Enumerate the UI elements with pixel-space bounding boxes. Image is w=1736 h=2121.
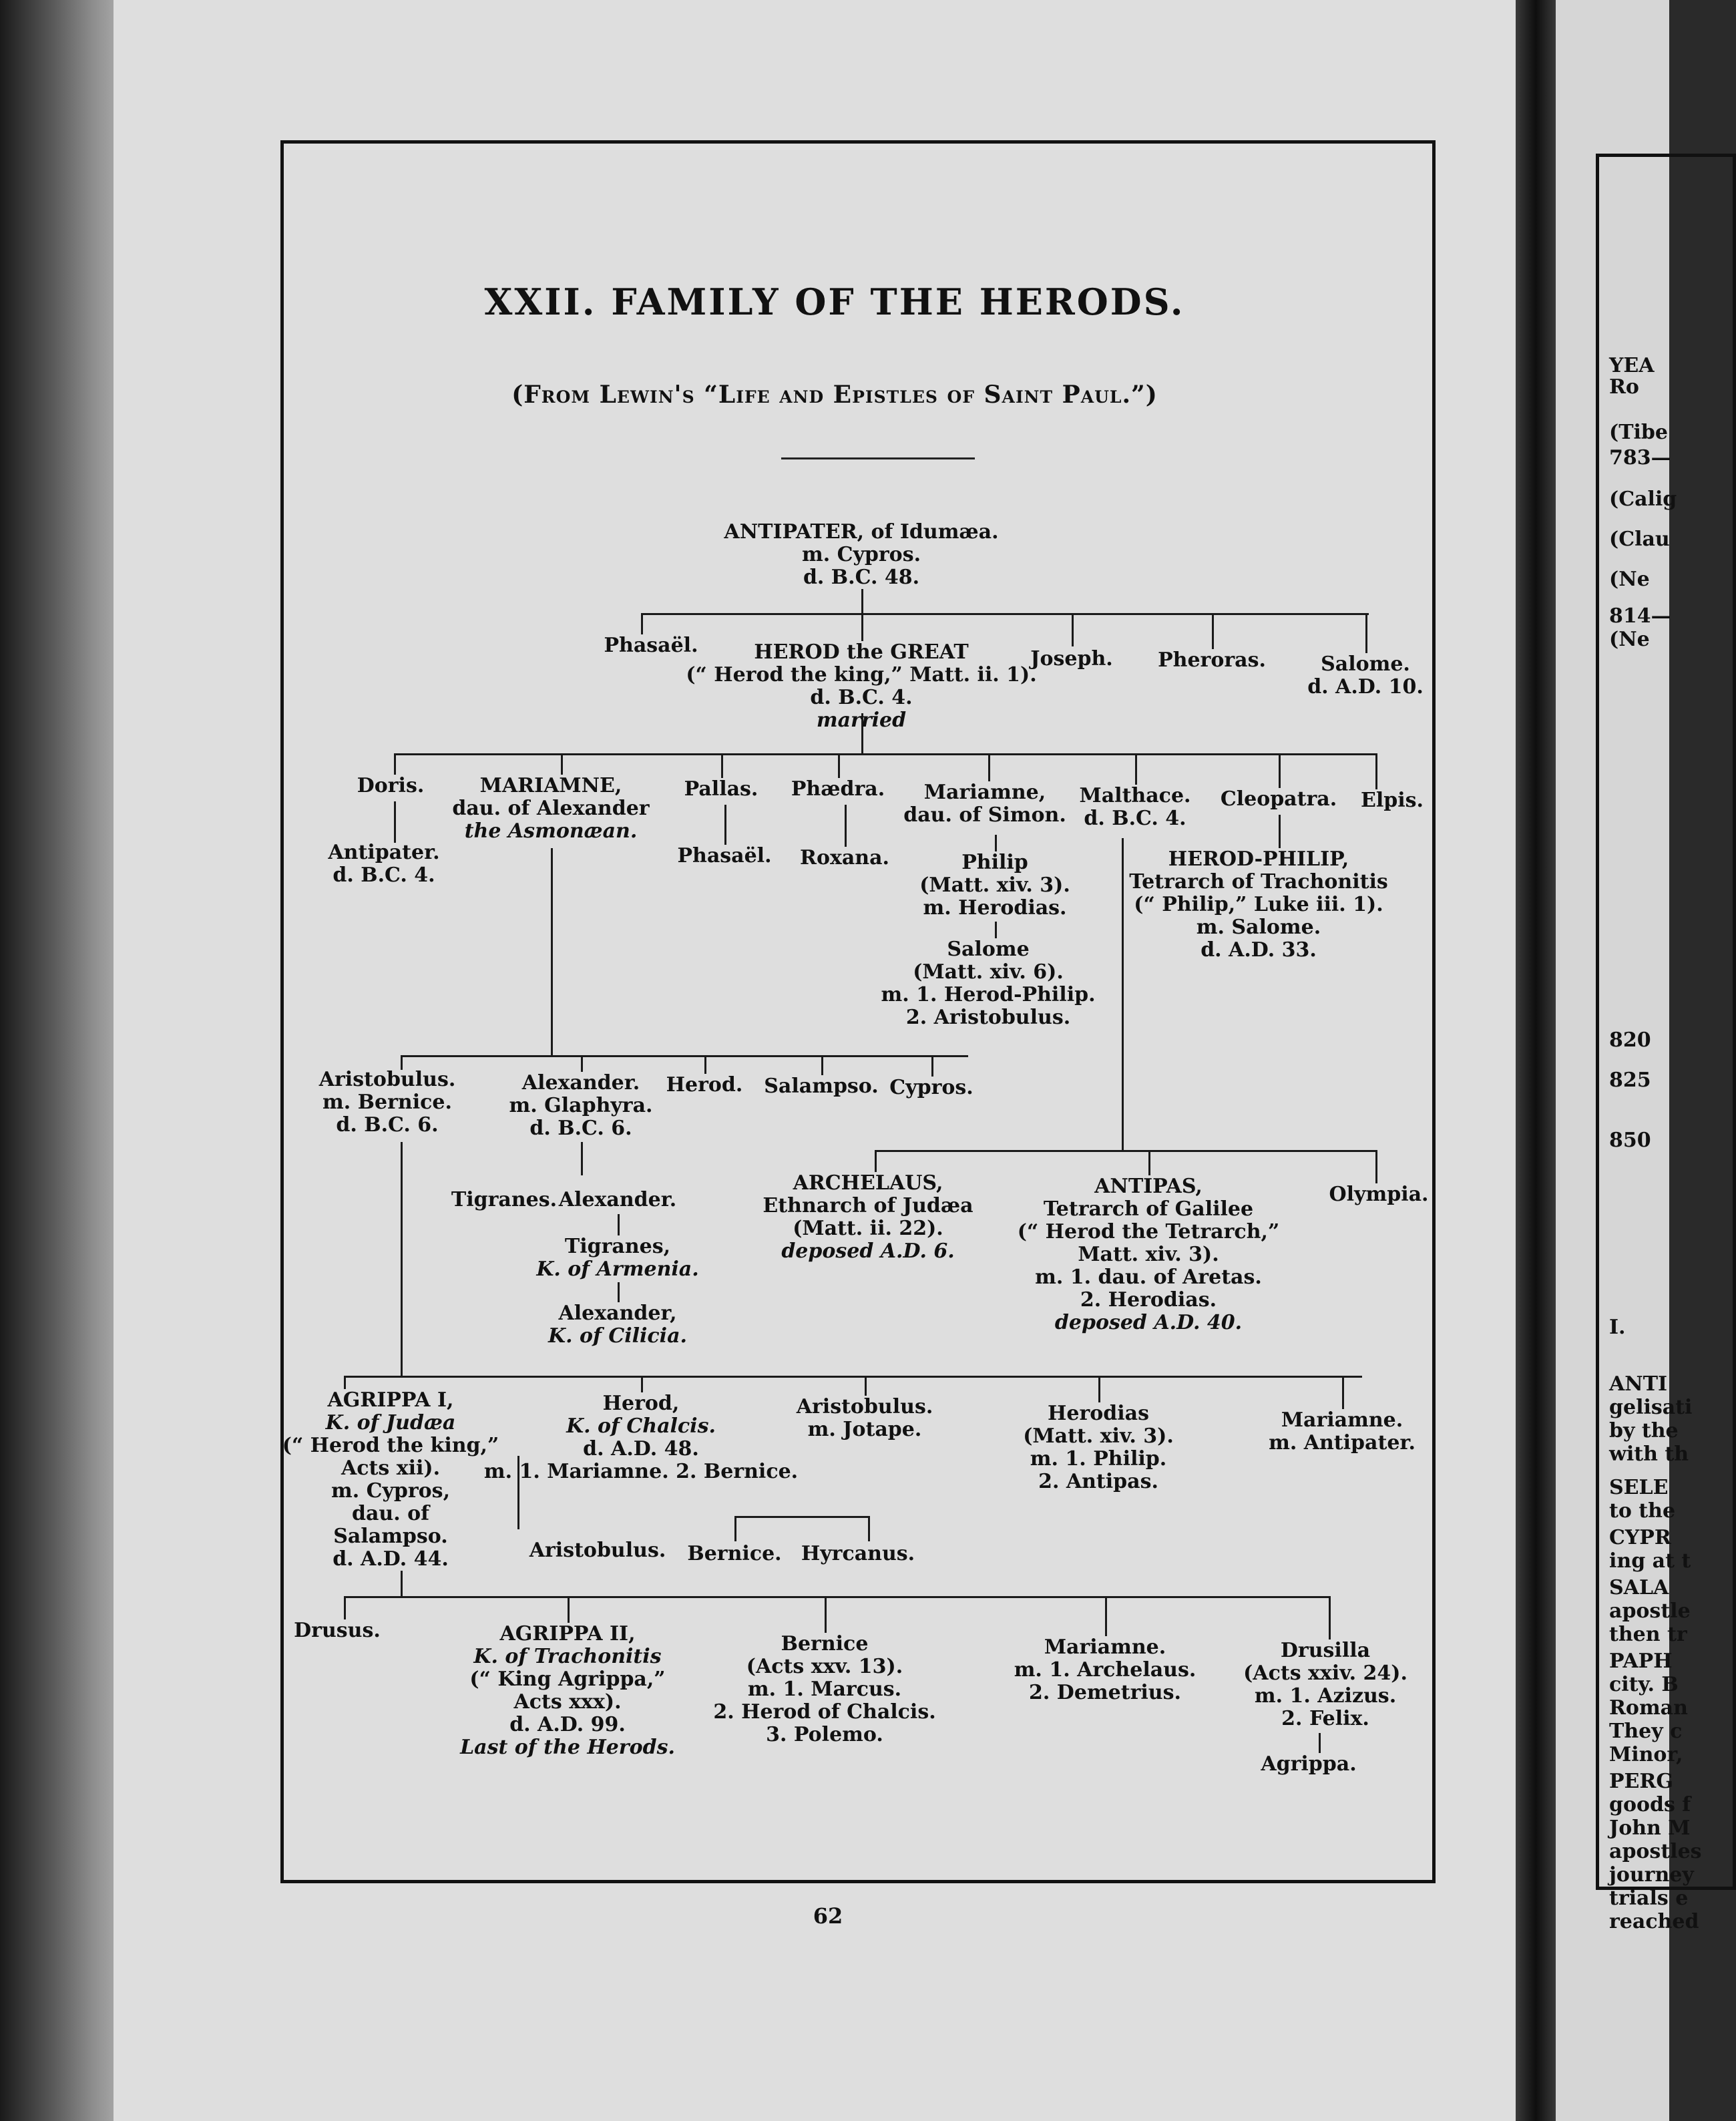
person-text-line: d. B.C. 6. bbox=[529, 1117, 632, 1140]
facing-page-text: Roman bbox=[1609, 1696, 1688, 1720]
person-text-line: Aristobulus. bbox=[529, 1539, 666, 1562]
tree-line-horizontal bbox=[394, 753, 1375, 755]
facing-page-text: gelisati bbox=[1609, 1396, 1693, 1419]
tree-line-vertical bbox=[868, 1516, 870, 1541]
person-tigranes2 bbox=[536, 1235, 698, 1281]
person-text-line: Alexander. bbox=[521, 1071, 640, 1095]
person-phaedra bbox=[791, 778, 885, 801]
person-text-line: K. of Judæa bbox=[325, 1411, 456, 1434]
tree-line-vertical bbox=[721, 753, 723, 778]
tree-line-horizontal bbox=[641, 613, 1369, 615]
person-text-line: Tigranes, bbox=[564, 1235, 671, 1258]
person-text-line: m. Cypros, bbox=[331, 1479, 451, 1503]
person-text-line: (Matt. xiv. 3). bbox=[1023, 1424, 1174, 1448]
tree-line-vertical bbox=[618, 1214, 620, 1235]
facing-page-text: trials e bbox=[1609, 1887, 1689, 1910]
person-text-line: (Matt. ii. 22). bbox=[793, 1217, 943, 1240]
person-text-line: m. 1. dau. of Aretas. bbox=[1035, 1266, 1262, 1289]
person-salome1 bbox=[1307, 653, 1424, 699]
person-text-line: married bbox=[816, 709, 907, 732]
facing-page-text: YEA bbox=[1609, 354, 1655, 377]
tree-line-vertical bbox=[401, 1142, 403, 1376]
tree-line-vertical bbox=[931, 1055, 933, 1077]
person-text-line: Aristobulus. bbox=[796, 1395, 933, 1418]
person-text-line: Drusus. bbox=[294, 1619, 381, 1642]
title-rule bbox=[781, 457, 975, 459]
person-text-line: HEROD-PHILIP, bbox=[1168, 847, 1349, 871]
person-phasael2 bbox=[677, 845, 771, 867]
person-text-line: Cypros. bbox=[889, 1076, 973, 1099]
tree-line-vertical bbox=[825, 1596, 827, 1633]
person-text-line: K. of Armenia. bbox=[536, 1258, 699, 1281]
tree-line-horizontal bbox=[734, 1516, 868, 1518]
facing-page-text: (Ne bbox=[1609, 628, 1650, 651]
person-text-line: Hyrcanus. bbox=[801, 1542, 915, 1565]
person-text-line: (“ Herod the king,” bbox=[282, 1434, 499, 1457]
facing-page-text: apostle bbox=[1609, 1599, 1691, 1623]
person-text-line: Herod. bbox=[666, 1073, 743, 1097]
person-text-line: m. 1. Mariamne. 2. Bernice. bbox=[483, 1460, 799, 1483]
person-text-line: (Acts xxv. 13). bbox=[746, 1655, 903, 1678]
facing-page-text: They c bbox=[1609, 1720, 1683, 1743]
tree-line-vertical bbox=[734, 1516, 736, 1541]
tree-line-vertical bbox=[1105, 1596, 1107, 1636]
person-text-line: m. Cypros. bbox=[801, 543, 921, 566]
tree-line-vertical bbox=[1135, 753, 1137, 785]
person-text-line: Salampso. bbox=[764, 1075, 879, 1098]
person-text-line: d. B.C. 4. bbox=[810, 686, 913, 709]
person-text-line: (“ Philip,” Luke iii. 1). bbox=[1134, 893, 1383, 916]
person-text-line: d. A.D. 10. bbox=[1307, 675, 1424, 699]
person-joseph bbox=[1030, 648, 1112, 670]
person-bernice1 bbox=[687, 1543, 781, 1565]
tree-line-vertical bbox=[641, 1376, 643, 1392]
facing-page-text: SELE bbox=[1609, 1476, 1669, 1499]
tree-line-vertical bbox=[1329, 1596, 1331, 1640]
person-text-line: m. Herodias. bbox=[923, 896, 1067, 920]
person-agrippa2 bbox=[460, 1623, 675, 1759]
tree-line-vertical bbox=[995, 922, 997, 938]
tree-line-vertical bbox=[724, 805, 726, 845]
facing-page-text: I. bbox=[1609, 1316, 1626, 1339]
facing-page-text: city. B bbox=[1609, 1673, 1679, 1696]
tree-line-vertical bbox=[561, 753, 563, 775]
person-text-line: Pheroras. bbox=[1158, 648, 1266, 672]
person-text-line: Last of the Herods. bbox=[460, 1736, 675, 1759]
tree-line-vertical bbox=[1072, 613, 1074, 646]
person-text-line: m. 1. Marcus. bbox=[747, 1678, 902, 1701]
person-text-line: K. of Cilicia. bbox=[548, 1324, 687, 1348]
person-malthace bbox=[1080, 785, 1191, 830]
facing-page-text: (Clau bbox=[1609, 528, 1670, 551]
tree-line-vertical bbox=[394, 753, 396, 775]
person-text-line: Pallas. bbox=[684, 777, 758, 801]
person-text-line: Salome bbox=[947, 938, 1030, 961]
tree-line-vertical bbox=[988, 753, 990, 781]
person-text-line: dau. of Alexander bbox=[452, 797, 650, 820]
page-number: 62 bbox=[813, 1903, 843, 1929]
person-text-line: d. B.C. 4. bbox=[333, 863, 435, 887]
person-text-line: (Acts xxiv. 24). bbox=[1243, 1662, 1407, 1685]
person-text-line: Matt. xiv. 3). bbox=[1078, 1243, 1219, 1266]
tree-line-vertical bbox=[704, 1055, 706, 1074]
person-text-line: dau. of Simon. bbox=[903, 803, 1066, 827]
person-text-line: 2. Herodias. bbox=[1080, 1288, 1217, 1312]
person-text-line: K. of Chalcis. bbox=[566, 1414, 716, 1438]
person-herod-child bbox=[666, 1074, 743, 1097]
facing-page-text: (Tibe bbox=[1609, 421, 1668, 444]
person-text-line: Malthace. bbox=[1079, 784, 1191, 807]
person-text-line: AGRIPPA II, bbox=[499, 1622, 636, 1646]
person-text-line: Elpis. bbox=[1361, 789, 1424, 812]
facing-page-text: 814— bbox=[1609, 604, 1671, 628]
person-mariamne1 bbox=[452, 775, 649, 843]
person-text-line: Herodias bbox=[1048, 1402, 1149, 1425]
person-cleopatra bbox=[1221, 788, 1337, 811]
person-text-line: AGRIPPA I, bbox=[327, 1388, 454, 1412]
tree-line-vertical bbox=[875, 1150, 877, 1172]
person-text-line: Herod, bbox=[602, 1392, 680, 1415]
person-text-line: Alexander. bbox=[558, 1188, 677, 1211]
person-text-line: d. B.C. 4. bbox=[1084, 807, 1186, 830]
facing-page-text: 820 bbox=[1609, 1028, 1651, 1052]
person-alexander1 bbox=[509, 1072, 653, 1140]
person-text-line: Drusilla bbox=[1280, 1639, 1371, 1662]
facing-page-text: (Ne bbox=[1609, 568, 1650, 591]
person-text-line: deposed A.D. 40. bbox=[1054, 1311, 1243, 1334]
tree-line-vertical bbox=[401, 1571, 403, 1596]
person-agrippa3 bbox=[1261, 1753, 1356, 1776]
person-salampso bbox=[764, 1075, 878, 1098]
person-text-line: 2. Antipas. bbox=[1038, 1470, 1158, 1493]
person-text-line: K. of Trachonitis bbox=[473, 1645, 662, 1668]
person-text-line: Tetrarch of Trachonitis bbox=[1129, 870, 1388, 894]
person-text-line: 3. Polemo. bbox=[766, 1723, 883, 1746]
person-drusilla bbox=[1243, 1640, 1407, 1730]
person-text-line: Joseph. bbox=[1030, 647, 1113, 670]
facing-page-text: Ro bbox=[1609, 375, 1639, 399]
person-text-line: d. A.D. 48. bbox=[583, 1437, 699, 1461]
person-text-line: Roxana. bbox=[800, 846, 889, 870]
tree-line-vertical bbox=[838, 753, 840, 778]
person-text-line: Mariamne. bbox=[1044, 1635, 1166, 1659]
facing-page-text: journey bbox=[1609, 1863, 1694, 1887]
tree-line-horizontal bbox=[401, 1055, 968, 1057]
person-text-line: m. 1. Archelaus. bbox=[1014, 1658, 1197, 1682]
person-text-line: Olympia. bbox=[1329, 1183, 1429, 1206]
tree-line-horizontal bbox=[344, 1596, 1329, 1598]
tree-line-vertical bbox=[394, 801, 396, 843]
person-doris bbox=[357, 775, 425, 797]
person-alexander3 bbox=[548, 1302, 687, 1348]
person-text-line: 2. Aristobulus. bbox=[905, 1006, 1071, 1029]
page-title: XXII. FAMILY OF THE HERODS. bbox=[484, 280, 1185, 323]
person-text-line: m. 1. Azizus. bbox=[1254, 1684, 1397, 1708]
person-text-line: (Matt. xiv. 3). bbox=[919, 874, 1070, 897]
tree-line-horizontal bbox=[875, 1150, 1375, 1152]
person-text-line: Mariamne, bbox=[923, 781, 1046, 804]
person-aristobulus2 bbox=[797, 1396, 933, 1441]
tree-line-vertical bbox=[344, 1596, 346, 1619]
tree-line-vertical bbox=[618, 1282, 620, 1302]
person-herodias bbox=[1023, 1402, 1174, 1493]
facing-page-text: by the bbox=[1609, 1419, 1679, 1442]
person-text-line: 2. Felix. bbox=[1281, 1707, 1369, 1730]
person-text-line: Antipater. bbox=[328, 841, 440, 864]
tree-line-vertical bbox=[581, 1055, 583, 1072]
person-text-line: (Matt. xiv. 6). bbox=[913, 960, 1064, 984]
person-text-line: Agrippa. bbox=[1261, 1752, 1357, 1776]
person-text-line: (“ Herod the king,” Matt. ii. 1). bbox=[686, 663, 1037, 687]
facing-page-text: Minor, bbox=[1609, 1743, 1683, 1766]
person-phasael1 bbox=[604, 634, 698, 657]
person-olympia bbox=[1329, 1183, 1429, 1206]
person-philip bbox=[919, 851, 1070, 920]
person-text-line: d. A.D. 33. bbox=[1201, 938, 1317, 962]
person-text-line: d. A.D. 99. bbox=[509, 1713, 626, 1736]
person-text-line: m. Salome. bbox=[1196, 916, 1321, 939]
person-text-line: the Asmonæan. bbox=[464, 819, 638, 843]
facing-page-text: (Calig bbox=[1609, 488, 1677, 511]
person-text-line: Salampso. bbox=[333, 1525, 448, 1548]
person-hyrcanus bbox=[801, 1543, 915, 1565]
person-pallas bbox=[684, 778, 758, 801]
tree-line-vertical bbox=[1375, 753, 1377, 789]
person-text-line: Phasaël. bbox=[604, 634, 698, 657]
person-text-line: m. Jotape. bbox=[807, 1418, 922, 1441]
person-text-line: d. B.C. 48. bbox=[803, 566, 920, 589]
person-text-line: m. Bernice. bbox=[322, 1091, 452, 1114]
tree-line-vertical bbox=[581, 1142, 583, 1175]
facing-page-text: John M bbox=[1609, 1816, 1691, 1840]
tree-line-vertical bbox=[1098, 1376, 1100, 1402]
person-text-line: Bernice bbox=[781, 1632, 869, 1656]
tree-line-vertical bbox=[1212, 613, 1214, 649]
facing-page-text: SALA bbox=[1609, 1576, 1669, 1599]
tree-line-vertical bbox=[1148, 1150, 1150, 1175]
tree-line-vertical bbox=[995, 835, 997, 851]
person-text-line: Phasaël. bbox=[677, 844, 772, 867]
person-bernice2 bbox=[713, 1633, 935, 1746]
tree-line-vertical bbox=[551, 848, 553, 1055]
person-mariamne4 bbox=[1014, 1636, 1197, 1704]
facing-page-text: 825 bbox=[1609, 1069, 1651, 1092]
person-text-line: Alexander, bbox=[558, 1302, 677, 1325]
facing-page-text: ANTI bbox=[1609, 1372, 1668, 1396]
person-text-line: Bernice. bbox=[687, 1542, 782, 1565]
facing-page-text: ing at t bbox=[1609, 1549, 1691, 1573]
person-cypros-child bbox=[889, 1077, 973, 1099]
person-text-line: Ethnarch of Judæa bbox=[763, 1194, 973, 1217]
person-text-line: dau. of bbox=[351, 1502, 430, 1525]
person-drusus bbox=[294, 1619, 381, 1642]
facing-page-text: CYPR bbox=[1609, 1526, 1671, 1549]
person-text-line: Aristobulus. bbox=[318, 1068, 456, 1091]
person-text-line: d. A.D. 44. bbox=[333, 1547, 449, 1571]
person-text-line: Salome. bbox=[1321, 652, 1410, 676]
person-text-line: Tetrarch of Galilee bbox=[1043, 1197, 1254, 1221]
person-text-line: (“ Herod the Tetrarch,” bbox=[1017, 1220, 1280, 1243]
person-agrippa1 bbox=[282, 1389, 499, 1571]
person-text-line: Acts xxx). bbox=[513, 1690, 622, 1714]
tree-line-horizontal bbox=[344, 1376, 1362, 1378]
person-aristobulus3 bbox=[529, 1539, 666, 1562]
tree-line-vertical bbox=[1122, 838, 1124, 1150]
tree-line-vertical bbox=[865, 1376, 867, 1396]
person-tigranes1 bbox=[451, 1189, 557, 1211]
tree-line-vertical bbox=[344, 1376, 346, 1389]
facing-page-text: 850 bbox=[1609, 1129, 1651, 1152]
person-text-line: MARIAMNE, bbox=[479, 774, 622, 797]
person-text-line: m. Glaphyra. bbox=[509, 1094, 653, 1117]
tree-line-vertical bbox=[568, 1596, 570, 1623]
person-text-line: Mariamne. bbox=[1281, 1408, 1403, 1432]
person-text-line: ANTIPATER, of Idumæa. bbox=[724, 520, 999, 544]
person-mariamne3 bbox=[1269, 1409, 1416, 1455]
person-herod-philip bbox=[1129, 848, 1388, 962]
facing-page-text: reached bbox=[1609, 1910, 1699, 1933]
person-text-line: ANTIPAS, bbox=[1094, 1175, 1203, 1198]
person-text-line: ARCHELAUS, bbox=[793, 1171, 943, 1195]
tree-line-vertical bbox=[1279, 753, 1281, 788]
person-archelaus bbox=[763, 1172, 973, 1263]
person-roxana bbox=[800, 847, 889, 870]
person-antipas bbox=[1018, 1175, 1279, 1334]
facing-page-text: with th bbox=[1609, 1442, 1689, 1466]
person-text-line: m. 1. Herod-Philip. bbox=[881, 983, 1096, 1006]
facing-page-text: 783— bbox=[1609, 446, 1671, 469]
tree-line-vertical bbox=[641, 613, 643, 634]
person-text-line: Doris. bbox=[357, 774, 425, 797]
tree-line-vertical bbox=[1319, 1733, 1321, 1753]
person-text-line: Phædra. bbox=[791, 777, 885, 801]
person-herod-great bbox=[686, 641, 1036, 732]
facing-page-text: to the bbox=[1609, 1499, 1676, 1523]
tree-line-vertical bbox=[861, 613, 863, 641]
person-pheroras bbox=[1158, 649, 1266, 672]
person-text-line: d. B.C. 6. bbox=[336, 1113, 439, 1137]
tree-line-vertical bbox=[1365, 613, 1367, 653]
person-text-line: deposed A.D. 6. bbox=[781, 1239, 955, 1263]
person-mariamne2 bbox=[903, 781, 1066, 827]
facing-page-text: apostles bbox=[1609, 1840, 1702, 1863]
facing-page-text: PERG bbox=[1609, 1770, 1673, 1793]
page-subtitle: (From Lewin's “Life and Epistles of Saint Paul.”) bbox=[511, 381, 1158, 409]
person-text-line: m. Antipater. bbox=[1269, 1431, 1416, 1455]
tree-line-vertical bbox=[821, 1055, 823, 1075]
facing-page-text: PAPH bbox=[1609, 1650, 1673, 1673]
person-aristobulus1 bbox=[319, 1069, 456, 1137]
person-salome2 bbox=[881, 938, 1095, 1029]
facing-page-text: goods f bbox=[1609, 1793, 1691, 1816]
person-text-line: (“ King Agrippa,” bbox=[469, 1668, 666, 1691]
person-text-line: m. 1. Philip. bbox=[1030, 1447, 1167, 1471]
tree-line-vertical bbox=[1342, 1376, 1344, 1409]
person-elpis bbox=[1361, 789, 1424, 812]
person-text-line: 2. Demetrius. bbox=[1029, 1681, 1181, 1704]
person-text-line: Cleopatra. bbox=[1220, 787, 1337, 811]
person-text-line: HEROD the GREAT bbox=[754, 640, 969, 664]
person-antipater2 bbox=[328, 841, 439, 887]
facing-page-text: then tr bbox=[1609, 1623, 1687, 1646]
person-text-line: Tigranes. bbox=[451, 1188, 558, 1211]
person-antipater bbox=[724, 521, 998, 589]
tree-line-vertical bbox=[1279, 815, 1281, 848]
person-text-line: Philip bbox=[961, 851, 1028, 874]
person-herod-chalcis bbox=[484, 1392, 798, 1483]
person-text-line: 2. Herod of Chalcis. bbox=[713, 1700, 936, 1724]
person-text-line: Acts xii). bbox=[341, 1457, 441, 1480]
tree-line-vertical bbox=[845, 805, 847, 847]
tree-line-vertical bbox=[1375, 1150, 1377, 1183]
person-alexander2 bbox=[559, 1189, 676, 1211]
